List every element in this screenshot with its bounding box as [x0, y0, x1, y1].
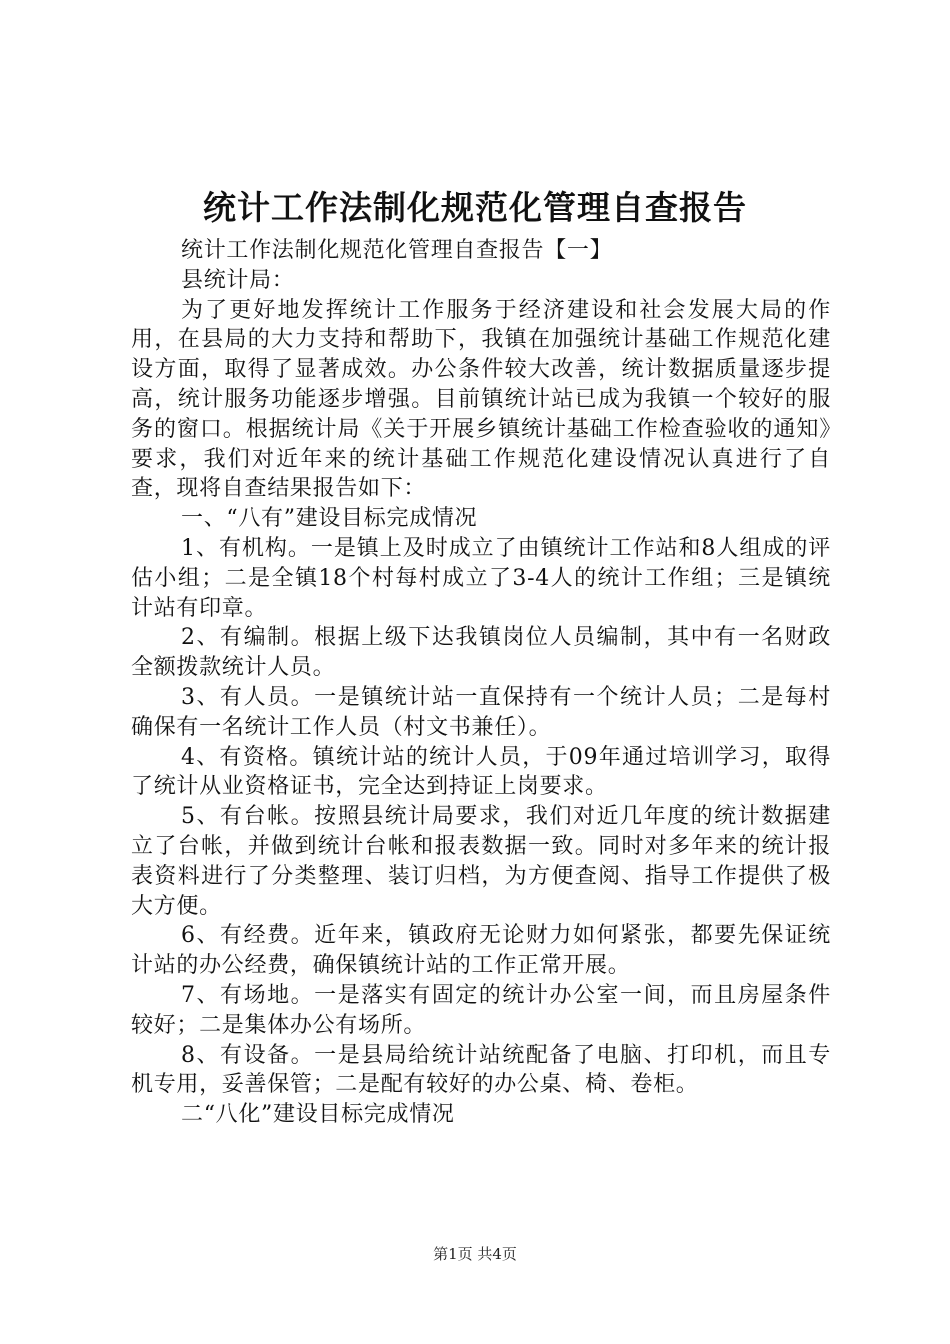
paragraph-salutation: 县统计局：: [181, 267, 295, 293]
section-heading-1: 一、“八有”建设目标完成情况: [181, 506, 478, 532]
paragraph-item-3: 3、有人员。一是镇统计站一直保持有一个统计人员；二是每村确保有一名统计工作人员（村文书兼任）。: [131, 684, 831, 740]
paragraph-item-4: 4、有资格。镇统计站的统计人员，于09年通过培训学习，取得了统计从业资格证书，完全达到持证上岗要求。: [131, 744, 831, 800]
paragraph-intro: 为了更好地发挥统计工作服务于经济建设和社会发展大局的作用，在县局的大力支持和帮助下，我镇在加强统计基础工作规范化建设方面，取得了显著成效。办公条件较大改善，统计数据质量逐步提高，统计服务功能逐步增强。目前镇统计站已成为我镇一个较好的服务的窗口。根据统计局《关于开展乡镇统计基础工作检查验收的通知》要求，我们对近年来的统计基础工作规范化建设情况认真进行了自查，现将自查结果报告如下：: [131, 297, 831, 502]
paragraph-item-6: 6、有经费。近年来，镇政府无论财力如何紧张，都要先保证统计站的办公经费，确保镇统计站的工作正常开展。: [131, 923, 831, 979]
paragraph-item-7: 7、有场地。一是落实有固定的统计办公室一间，而且房屋条件较好；二是集体办公有场所。: [131, 982, 831, 1038]
page-footer: 第1页 共4页: [433, 1245, 517, 1263]
document-title: 统计工作法制化规范化管理自查报告: [203, 188, 747, 227]
paragraph-item-1: 1、有机构。一是镇上及时成立了由镇统计工作站和8人组成的评估小组；二是全镇18个村每村成立了3-4人的统计工作组；三是镇统计站有印章。: [131, 535, 831, 621]
paragraph-item-8: 8、有设备。一是县局给统计站统配备了电脑、打印机，而且专机专用，妥善保管；二是配有较好的办公桌、椅、卷柜。: [131, 1042, 831, 1098]
paragraph-item-5: 5、有台帐。按照县统计局要求，我们对近几年度的统计数据建立了台帐，并做到统计台帐和报表数据一致。同时对多年来的统计报表资料进行了分类整理、装订归档，为方便查阅、指导工作提供了极大方便。: [131, 804, 831, 919]
section-heading-2: 二“八化”建设目标完成情况: [181, 1102, 455, 1128]
paragraph-subtitle: 统计工作法制化规范化管理自查报告【一】: [181, 238, 613, 263]
document-body: [131, 236, 831, 1130]
paragraph-item-2: 2、有编制。根据上级下达我镇岗位人员编制，其中有一名财政全额拨款统计人员。: [131, 625, 831, 681]
